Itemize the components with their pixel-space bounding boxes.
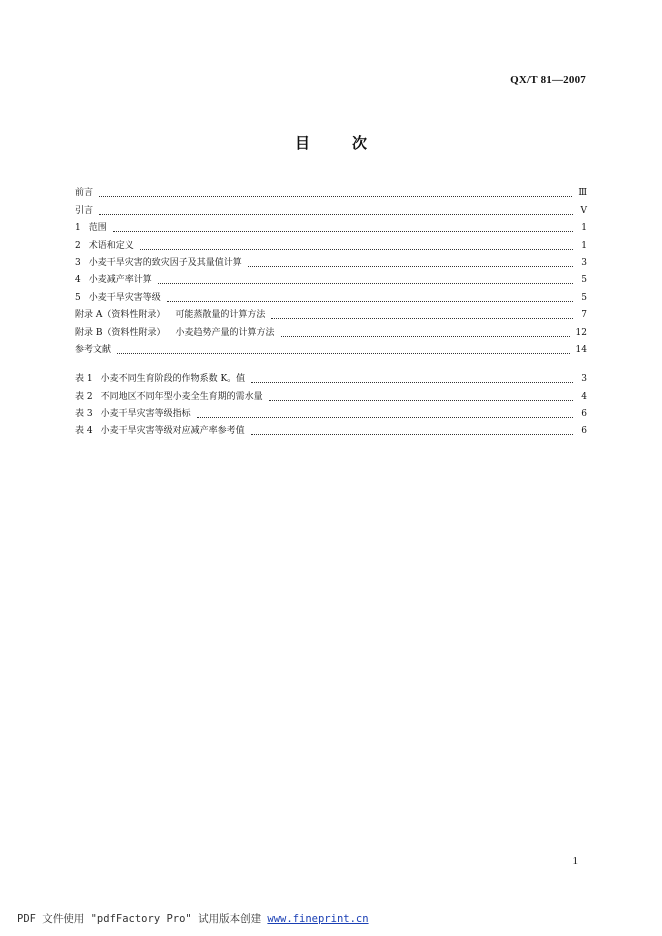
entry-number: 表 2 [75, 391, 93, 402]
table-entry[interactable] [75, 420, 587, 437]
dot-leader [197, 408, 573, 418]
toc-entry[interactable] [75, 304, 587, 321]
entry-page-number: 4 [581, 391, 587, 402]
entry-page-number: 12 [575, 327, 587, 338]
toc-entry[interactable] [75, 286, 587, 303]
entry-subtitle: 可能蒸散量的计算方法 [175, 310, 266, 321]
table-entry[interactable] [75, 368, 587, 385]
dot-leader [167, 292, 573, 302]
footer-text: PDF 文件使用 "pdfFactory Pro" 试用版本创建 [17, 913, 268, 925]
entry-title: 小麦干旱灾害等级指标 [100, 409, 191, 420]
entry-title: 小麦干旱灾害等级对应减产率参考值 [100, 426, 245, 437]
entry-title: 小麦干旱灾害的致灾因子及其量值计算 [88, 257, 242, 268]
dot-leader [99, 205, 573, 215]
dot-leader [251, 373, 573, 383]
entry-page-number: Ⅲ [578, 188, 587, 199]
entry-title: 附录 B（资料性附录） [75, 327, 166, 338]
dot-leader [158, 274, 573, 284]
table-entry[interactable] [75, 403, 587, 420]
entry-page-number: 5 [581, 275, 587, 286]
entry-title: 小麦干旱灾害等级 [88, 292, 161, 303]
standard-code: QX/T 81—2007 [510, 74, 586, 86]
entry-number: 1 [75, 223, 81, 234]
entry-title: 引言 [75, 205, 94, 216]
entry-number: 表 3 [75, 409, 93, 420]
entry-number: 表 4 [75, 426, 93, 437]
toc-entry[interactable] [75, 182, 587, 199]
dot-leader [140, 240, 573, 250]
pdf-footer-banner [17, 911, 369, 926]
entry-title: 不同地区不同年型小麦全生育期的需水量 [100, 391, 263, 402]
entry-page-number: 1 [581, 240, 587, 251]
entry-page-number: 14 [575, 344, 587, 355]
entry-number: 2 [75, 240, 81, 251]
entry-number: 3 [75, 257, 81, 268]
dot-leader [281, 327, 570, 337]
toc-entry[interactable] [75, 217, 587, 234]
tables-list [75, 368, 587, 438]
toc-entry[interactable] [75, 199, 587, 216]
contents-list [75, 182, 587, 356]
entry-page-number: 1 [581, 223, 587, 234]
dot-leader [99, 187, 572, 197]
toc-entry[interactable] [75, 269, 587, 286]
table-entry[interactable] [75, 385, 587, 402]
toc-entry[interactable] [75, 339, 587, 356]
entry-page-number: 5 [581, 292, 587, 303]
entry-page-number: 6 [581, 426, 587, 437]
entry-title: 范围 [88, 223, 107, 234]
page-number: 1 [572, 855, 578, 867]
dot-leader [113, 222, 573, 232]
entry-number: 表 1 [75, 374, 93, 385]
entry-title: 小麦不同生育阶段的作物系数 K。值 [100, 374, 246, 385]
entry-title: 小麦减产率计算 [88, 275, 152, 286]
entry-page-number: Ⅴ [580, 205, 587, 216]
entry-title: 术语和定义 [88, 240, 134, 251]
entry-number: 5 [75, 292, 81, 303]
entry-page-number: 3 [581, 374, 587, 385]
dot-leader [271, 309, 573, 319]
entry-subtitle: 小麦趋势产量的计算方法 [175, 327, 275, 338]
dot-leader [248, 257, 573, 267]
dot-leader [251, 425, 573, 435]
footer-link[interactable]: www.fineprint.cn [267, 913, 369, 925]
dot-leader [269, 391, 573, 401]
table-of-contents [75, 182, 587, 437]
entry-page-number: 6 [581, 409, 587, 420]
entry-page-number: 7 [581, 310, 587, 321]
entry-page-number: 3 [581, 257, 587, 268]
toc-entry[interactable] [75, 234, 587, 251]
entry-title: 参考文献 [75, 344, 112, 355]
page-title: 目次 [294, 134, 409, 152]
entry-title: 前言 [75, 188, 94, 199]
entry-number: 4 [75, 275, 81, 286]
toc-entry[interactable] [75, 252, 587, 269]
dot-leader [117, 344, 570, 354]
entry-title: 附录 A（资料性附录） [75, 310, 166, 321]
toc-entry[interactable] [75, 321, 587, 338]
